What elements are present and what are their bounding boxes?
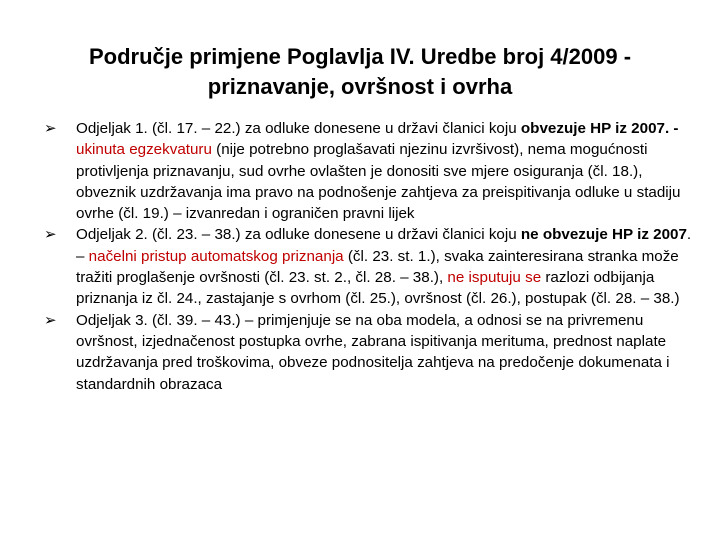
bullet-text: Odjeljak 1. (čl. 17. – 22.) za odluke donesene u državi članici koju (76, 120, 521, 137)
bullet-list (44, 118, 694, 395)
bullet-text: (čl. 23. st. 1.), svaka zainteresirana stranka može tražiti proglašenje ovršnosti (čl. 23. st. 2., čl. 28. – 38.), (76, 247, 679, 287)
bullet-text: Odjeljak 3. (čl. 39. – 43.) – primjenjuje se na oba modela, a odnosi se na privremenu ovršnost, izjednačenost postupka ovrhe, zabrana ispitivanja merituma, prednost naplate uzdržavanja pred troškovima, obveze podnositelja zahtjeva na predočenje dokumenata i standardnih obrazaca (76, 311, 670, 393)
arrow-bullet-icon: ➢ (44, 120, 57, 137)
slide-title (0, 42, 720, 102)
bullet-bold-text: ne obvezuje HP iz 2007 (520, 226, 687, 244)
bullet-odjeljak-2 (44, 224, 694, 309)
bullet-bold-separator: - (669, 120, 679, 137)
arrow-bullet-icon: ➢ (44, 226, 57, 244)
bullet-text: . – (76, 226, 692, 265)
bullet-text: (nije potrebno proglašavati njezinu izvršivost), nema mogućnosti protivljenja priznavanju, sud ovrhe ovlašten je donositi sve mjere osiguranja (čl. 18.), obveznik uzdržavanja ima pravo na podnošenje zahtjeva za preispitivanja odluke u stadiju ovrhe (čl. 19.) – izvanredan i ograničen pravni lijek (76, 141, 681, 223)
bullet-highlight-text: ukinuta egzekvaturu (76, 141, 212, 159)
arrow-bullet-icon: ➢ (44, 311, 57, 329)
title-line-2: priznavanje, ovršnost i ovrha (207, 74, 513, 99)
bullet-highlight-text: načelni pristup automatskog priznanja (88, 247, 344, 265)
bullet-bold-text: obvezuje HP iz 2007. (520, 120, 670, 137)
bullet-highlight-text: ne isputuju se (447, 269, 542, 287)
bullet-text: razlozi odbijanja priznanja iz čl. 24., zastajanje s ovrhom (čl. 25.), ovršnost (čl. 26.), postupak (čl. 28. – 38.) (76, 269, 680, 308)
bullet-odjeljak-3 (44, 310, 694, 395)
title-line-1: Područje primjene Poglavlja IV. Uredbe broj 4/2009 - (88, 44, 632, 69)
bullet-odjeljak-1 (44, 118, 694, 224)
bullet-text: Odjeljak 2. (čl. 23. – 38.) za odluke donesene u državi članici koju (76, 226, 521, 244)
